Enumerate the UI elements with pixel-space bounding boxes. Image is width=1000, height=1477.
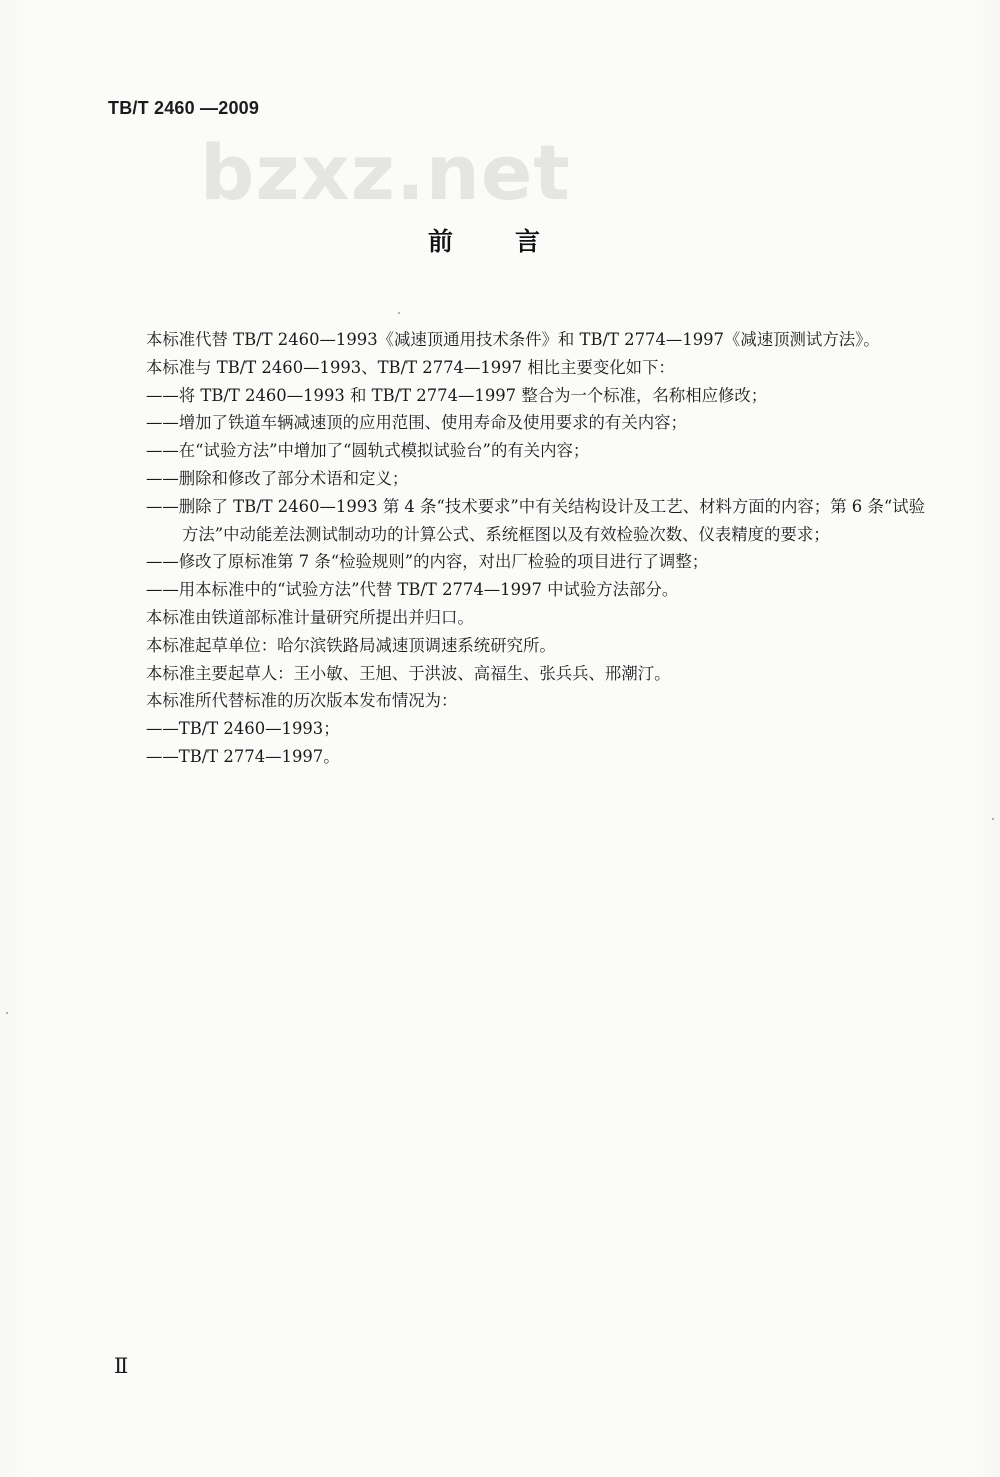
drafters-paragraph: 本标准主要起草人：王小敏、王旭、于洪波、高福生、张兵兵、邢潮汀。: [146, 663, 671, 683]
changes-intro-paragraph: 本标准与 TB/T 2460—1993、TB/T 2774—1997 相比主要变化如下：: [146, 357, 675, 377]
drafting-unit-paragraph: 本标准起草单位：哈尔滨铁路局减速顶调速系统研究所。: [146, 635, 556, 655]
change-item: ——用本标准中的“试验方法”代替 TB/T 2774—1997 中试验方法部分。: [146, 580, 679, 600]
scan-speck: [992, 818, 994, 820]
scan-speck: [398, 312, 400, 314]
history-intro-paragraph: 本标准所代替标准的历次版本发布情况为：: [146, 691, 458, 711]
change-item: ——将 TB/T 2460—1993 和 TB/T 2774—1997 整合为一个标准，名称相应修改；: [146, 385, 768, 405]
standard-number: TB/T 2460 —2009: [108, 98, 260, 118]
change-item: ——删除和修改了部分术语和定义；: [146, 468, 409, 488]
history-item: ——TB/T 2460—1993；: [146, 719, 340, 739]
change-item: ——增加了铁道车辆减速顶的应用范围、使用寿命及使用要求的有关内容；: [146, 413, 687, 433]
foreword-body: [146, 326, 926, 771]
watermark: bzxz.net: [200, 128, 571, 217]
scan-speck: [6, 1012, 8, 1014]
proposer-paragraph: 本标准由铁道部标准计量研究所提出并归口。: [146, 607, 474, 627]
change-item: ——修改了原标准第 7 条“检验规则”的内容，对出厂检验的项目进行了调整；: [146, 552, 709, 572]
intro-paragraph: 本标准代替 TB/T 2460—1993《减速顶通用技术条件》和 TB/T 2774—1997《减速顶测试方法》。: [146, 330, 880, 349]
page-number: Ⅱ: [114, 1354, 129, 1378]
history-item: ——TB/T 2774—1997。: [146, 746, 340, 766]
change-item: ——在“试验方法”中增加了“圆轨式模拟试验台”的有关内容；: [146, 441, 590, 461]
change-item: ——删除了 TB/T 2460—1993 第 4 条“技术要求”中有关结构设计及工艺、材料方面的内容；第 6 条“试验方法”中动能差法测试制动功的计算公式、系统框图以及有效检验次数、仪表精度的要求；: [146, 496, 925, 544]
page-title: 前言: [427, 227, 602, 256]
